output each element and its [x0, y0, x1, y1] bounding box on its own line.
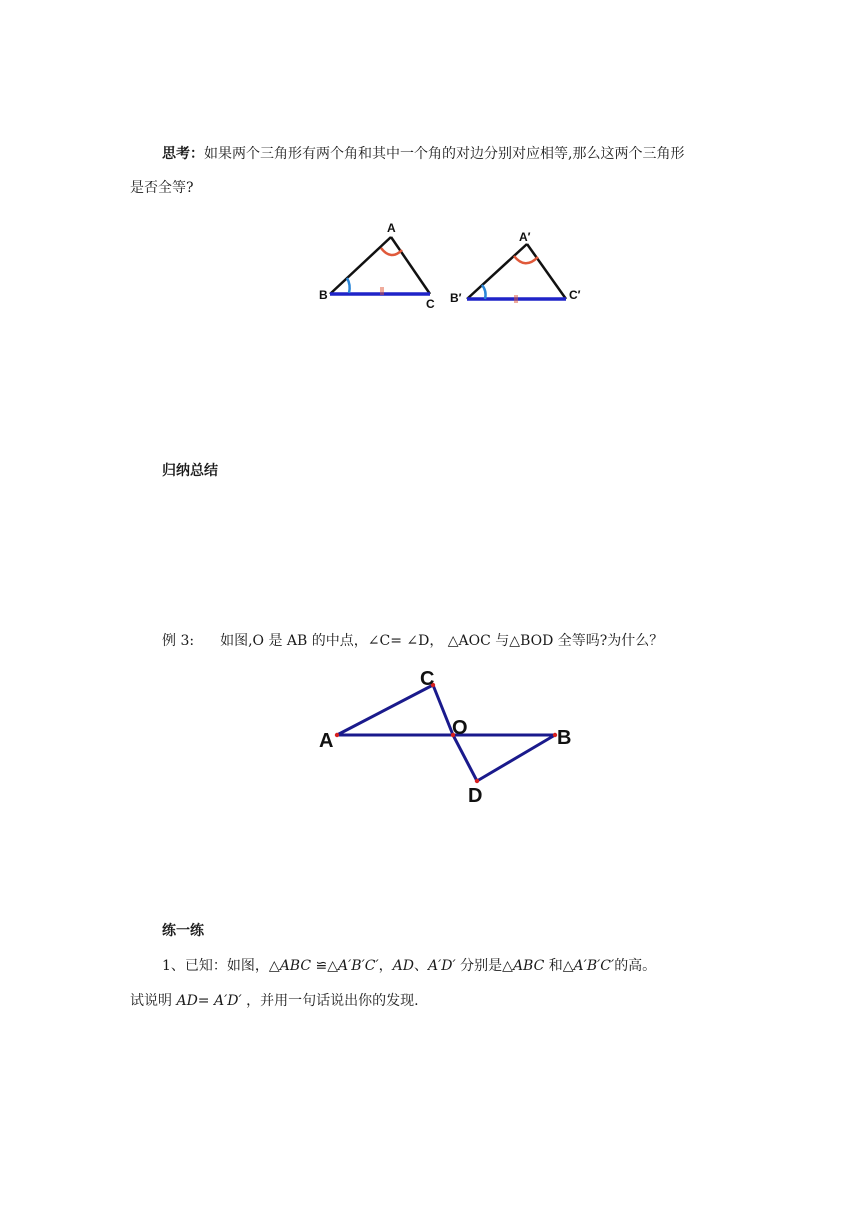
example3-label: 例 3:	[162, 633, 195, 649]
label-c: C	[420, 668, 435, 690]
triangle-a-prime-b-prime-c-prime	[450, 230, 581, 305]
q1-text: 和△	[544, 958, 574, 974]
q1-math: A′D′	[428, 958, 456, 974]
figure-midpoint-triangles	[310, 660, 590, 810]
think-paragraph-line2	[130, 178, 194, 198]
q1-text: ，	[378, 958, 393, 974]
label-b: B	[319, 288, 328, 302]
think-label: 思考：	[162, 146, 204, 162]
angle-b-mark	[347, 278, 350, 293]
side-a-prime-c-prime	[527, 244, 566, 299]
think-text-line2: 是否全等?	[130, 180, 194, 196]
label-o: O	[452, 717, 468, 739]
point-a	[335, 733, 339, 737]
q1-text: 分别是△	[455, 958, 513, 974]
side-a-prime-b-prime	[467, 244, 527, 299]
q1-math: ABC	[279, 958, 312, 974]
side-ac	[391, 237, 430, 294]
label-a: A	[387, 221, 396, 235]
angle-b-prime-mark	[482, 285, 486, 299]
think-paragraph-line1	[162, 144, 684, 164]
q1-math: AD= A′D′	[176, 993, 242, 1009]
triangle-bod	[453, 735, 555, 781]
think-text-line1: 如果两个三角形有两个角和其中一个角的对边分别对应相等,那么这两个三角形	[204, 146, 685, 162]
triangle-abc	[319, 221, 435, 311]
triangle-aoc	[337, 685, 453, 735]
q1-text: 试说明	[130, 993, 177, 1009]
q1-text: 1、已知：如图，△	[162, 958, 280, 974]
label-a: A	[319, 730, 334, 752]
q1-math: AD	[392, 958, 415, 974]
practice-heading: 练一练	[162, 923, 204, 939]
summary-heading: 归纳总结	[162, 463, 218, 479]
q1-text: ≌△	[311, 958, 339, 974]
q1-math: ABC	[512, 958, 545, 974]
q1-text: ，并用一句话说出你的发现.	[241, 993, 419, 1009]
figure-congruent-triangles	[300, 215, 600, 315]
label-d: D	[468, 785, 483, 807]
q1-text: 、	[414, 958, 429, 974]
example3-text: 如图,O 是 AB 的中点，∠C= ∠D， △AOC 与△BOD 全等吗?为什么？	[220, 633, 664, 649]
label-c-prime: C′	[569, 288, 581, 302]
label-b-prime: B′	[450, 291, 462, 305]
label-c: C	[426, 297, 435, 311]
example3-line	[162, 631, 663, 651]
q1-text: 的高。	[614, 958, 657, 974]
q1-math: A′B′C′	[338, 958, 379, 974]
label-b: B	[557, 727, 572, 749]
practice-q1-line2	[130, 991, 419, 1011]
practice-q1-line1	[162, 956, 656, 976]
q1-math: A′B′C′	[573, 958, 615, 974]
label-a-prime: A′	[519, 230, 531, 244]
side-ab	[330, 237, 391, 294]
point-d	[475, 779, 479, 783]
angle-a-prime-mark	[514, 256, 538, 263]
